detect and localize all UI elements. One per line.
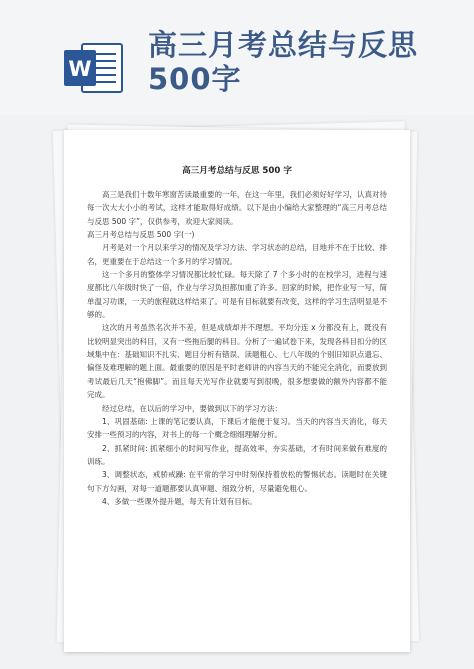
paragraph: 这次的月考虽然名次并不差，但是成绩却并不理想。平均分连 x 分都没有上，既没有比较明显突出的科目，又有一些拖后腿的科目。分析了一遍试卷下来，发现各科目扣分的区域集中在：基础知识不扎实、题目分析有错误、读题粗心、七八年级的个别旧知识点遗忘、偏怪及难理解的题上面。最重要的原因是平时老师讲的内容当天的不能完全消化，而要放到考试最后几天“抱佛脚”。而且每天光写作业就要写到很晚，很多想要做的额外内容都不能完成。 (87, 323, 387, 400)
list-item: 1、巩固基础: 上课的笔记要认真，下课后才能便于复习。当天的内容当天消化，每天安排一些预习的内容，对书上的每一个概念细细理解分析。 (87, 416, 387, 440)
list-item: 2、抓紧时间: 抓紧细小的时间写作业，提高效率，夯实基础，才有时间来做有难度的训练。 (87, 443, 387, 466)
paragraph: 经过总结，在以后的学习中，要做到以下的学习方法： (102, 403, 282, 413)
word-document-icon (62, 40, 124, 96)
list-item: 3、调整状态，戒骄戒躁: 在平常的学习中时刻保持着放松的警惕状态。读题时在关键句下方勾画，对每一道题都要认真审题、细致分析，尽量避免粗心。 (87, 470, 387, 493)
paragraph: 高三是我们十数年寒窗苦读最重要的一年，在这一年里，我们必须好好学习，认真对待每一次大大小小的考试，这样才能取得好成绩。以下是由小编给大家整理的“高三月考总结与反思 500 字”，仅供参考，欢迎大家阅读。 (87, 190, 387, 226)
word-logo-letter: W (68, 57, 92, 81)
section-heading: 高三月考总结与反思 500 字(一) (87, 230, 195, 240)
document-body (87, 188, 387, 508)
list-item: 4、多做一些课外提升题，每天有计划有目标。 (102, 496, 257, 506)
banner-title: 高三月考总结与反思500字 (148, 28, 419, 96)
paragraph: 月考是对一个月以来学习的情况及学习方法、学习状态的总结，目地并不在于比较、排名，更重要在于总结这一个多月的学习情况。 (87, 243, 387, 266)
paragraph: 这一个多月的整体学习情况都比较忙碌。每天除了 7 个多小时的在校学习，进程与速度都比八年级时快了一倍，作业与学习负担都加重了许多。回家的时候，把作业写一写，简单温习功课，一天的旅程就这样结束了。可是有目标就要有改变，这样的学习生活明显是不够的。 (87, 270, 387, 320)
banner (0, 0, 474, 115)
document-title: 高三月考总结与反思 500 字 (182, 166, 292, 176)
document-page (64, 130, 410, 652)
